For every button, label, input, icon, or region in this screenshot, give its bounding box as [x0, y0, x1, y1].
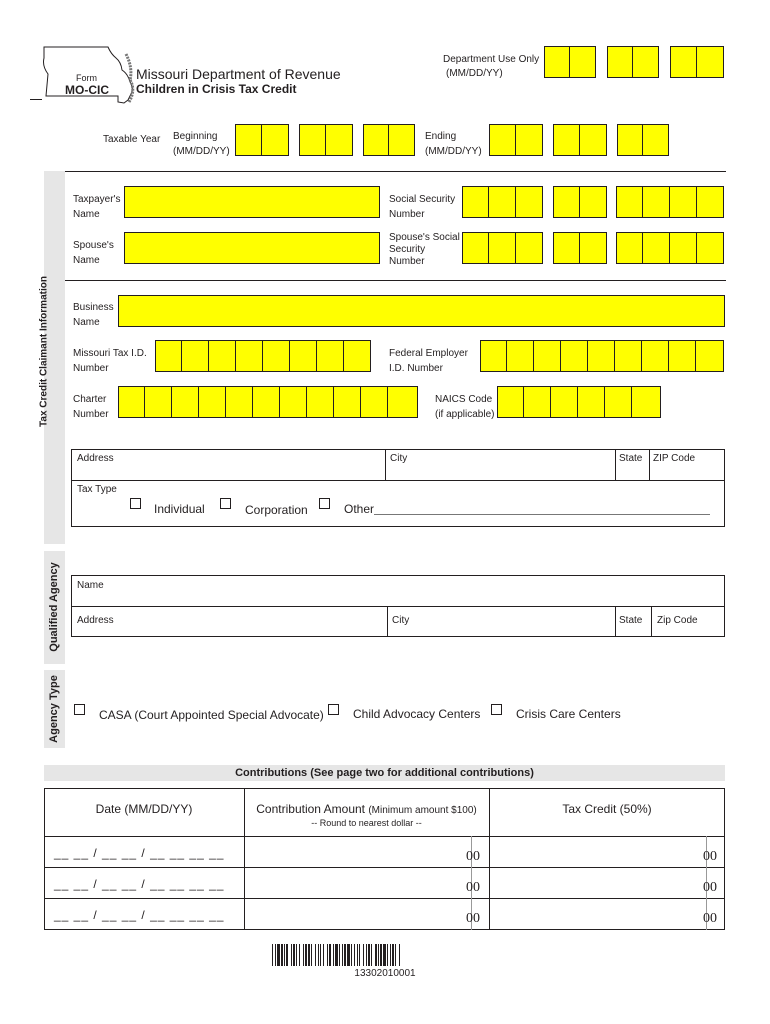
spouse-ssn-part1-input[interactable] — [462, 232, 543, 264]
fein-label: Federal Employer — [389, 348, 468, 359]
naics-label: NAICS Code — [435, 394, 493, 405]
credit-cents-1: 00 — [703, 849, 717, 864]
other-input-line[interactable] — [374, 514, 710, 515]
ssn-label: Social Security — [389, 194, 456, 205]
agency-type-section-label: Agency Type — [48, 675, 60, 743]
beginning-format: (MM/DD/YY) — [173, 146, 230, 157]
ending-month-input[interactable] — [489, 124, 543, 156]
form-title: Children in Crisis Tax Credit — [136, 82, 297, 96]
taxpayer-name-label-2: Name — [73, 209, 100, 220]
contribution-date-1[interactable]: __ __ / __ __ / __ __ __ __ — [54, 846, 225, 860]
child-advocacy-checkbox[interactable] — [328, 704, 339, 715]
dept-use-month[interactable] — [544, 46, 596, 78]
ssn-label-2: Number — [389, 209, 425, 220]
naics-label-2: (if applicable) — [435, 409, 495, 420]
tax-type-label: Tax Type — [77, 484, 117, 495]
naics-code-input[interactable] — [497, 386, 661, 418]
department-name: Missouri Department of Revenue — [136, 66, 341, 82]
spouse-name-label-2: Name — [73, 255, 100, 266]
col-credit-header: Tax Credit (50%) — [562, 802, 652, 816]
credit-cents-3: 00 — [703, 911, 717, 926]
business-name-label-2: Name — [73, 317, 100, 328]
barcode — [272, 944, 498, 966]
agency-zip-label: Zip Code — [657, 615, 698, 626]
dept-use-day[interactable] — [607, 46, 659, 78]
other-checkbox[interactable] — [319, 498, 330, 509]
fein-input[interactable] — [480, 340, 724, 372]
claimant-address-label: Address — [77, 453, 114, 464]
contribution-date-2[interactable]: __ __ / __ __ / __ __ __ __ — [54, 877, 225, 891]
charter-label: Charter — [73, 394, 107, 405]
casa-label: CASA (Court Appointed Special Advocate) — [99, 708, 324, 722]
charter-label-2: Number — [73, 409, 109, 420]
amount-cents-3: 00 — [466, 911, 480, 926]
taxpayer-name-label: Taxpayer's — [73, 194, 121, 205]
ssn-part3-input[interactable] — [616, 186, 724, 218]
individual-checkbox[interactable] — [130, 498, 141, 509]
dept-use-year[interactable] — [670, 46, 724, 78]
spouse-name-label: Spouse's — [73, 240, 114, 251]
fein-label-2: I.D. Number — [389, 363, 443, 374]
crisis-care-checkbox[interactable] — [491, 704, 502, 715]
beginning-year-input[interactable] — [363, 124, 415, 156]
spouse-ssn-label-2: Security — [389, 244, 426, 255]
taxpayer-name-input[interactable] — [124, 186, 380, 218]
col-amount-rounding: -- Round to nearest dollar -- — [311, 818, 422, 828]
agency-state-label: State — [619, 615, 643, 626]
agency-address-label: Address — [77, 615, 114, 626]
amount-cents-1: 00 — [466, 849, 480, 864]
ssn-part2-input[interactable] — [553, 186, 607, 218]
child-advocacy-label: Child Advocacy Centers — [353, 707, 481, 721]
beginning-month-input[interactable] — [235, 124, 289, 156]
claimant-city-label: City — [390, 453, 408, 464]
spouse-ssn-part3-input[interactable] — [616, 232, 724, 264]
corporation-checkbox[interactable] — [220, 498, 231, 509]
mo-tax-id-label: Missouri Tax I.D. — [73, 348, 147, 359]
mo-tax-id-label-2: Number — [73, 363, 109, 374]
agency-city-label: City — [392, 615, 410, 626]
individual-label: Individual — [154, 502, 205, 516]
casa-checkbox[interactable] — [74, 704, 85, 715]
spouse-name-input[interactable] — [124, 232, 380, 264]
barcode-number: 13302010001 — [354, 968, 416, 979]
corporation-label: Corporation — [245, 503, 308, 517]
credit-cents-2: 00 — [703, 880, 717, 895]
contribution-date-3[interactable]: __ __ / __ __ / __ __ __ __ — [54, 908, 225, 922]
ending-year-input[interactable] — [617, 124, 669, 156]
spouse-ssn-label-3: Number — [389, 256, 425, 267]
col-amount-minimum: (Minimum amount $100) — [368, 805, 477, 816]
ending-label: Ending — [425, 131, 457, 142]
beginning-day-input[interactable] — [299, 124, 353, 156]
beginning-label: Beginning — [173, 131, 218, 142]
dept-use-format: (MM/DD/YY) — [446, 68, 503, 79]
contributions-header: Contributions (See page two for additional contributions) — [235, 767, 534, 779]
ending-day-input[interactable] — [553, 124, 607, 156]
claimant-section-label: Tax Credit Claimant Information — [38, 276, 50, 427]
crisis-care-label: Crisis Care Centers — [516, 707, 621, 721]
form-label: Form — [76, 73, 97, 83]
col-amount-header: Contribution Amount — [256, 802, 365, 816]
business-name-label: Business — [73, 302, 114, 313]
business-name-input[interactable] — [118, 295, 725, 327]
spouse-ssn-part2-input[interactable] — [553, 232, 607, 264]
claimant-state-label: State — [619, 453, 643, 464]
agency-section-label: Qualified Agency — [48, 562, 60, 652]
charter-number-input[interactable] — [118, 386, 418, 418]
mo-tax-id-input[interactable] — [155, 340, 371, 372]
other-label: Other — [344, 502, 375, 516]
amount-cents-2: 00 — [466, 880, 480, 895]
agency-name-label: Name — [77, 580, 104, 591]
taxable-year-label: Taxable Year — [103, 134, 161, 145]
ending-format: (MM/DD/YY) — [425, 146, 482, 157]
spouse-ssn-label: Spouse's Social — [389, 232, 460, 243]
ssn-part1-input[interactable] — [462, 186, 543, 218]
claimant-zip-label: ZIP Code — [653, 453, 696, 464]
form-number: MO-CIC — [65, 83, 109, 97]
col-date-header: Date (MM/DD/YY) — [95, 802, 193, 816]
dept-use-label: Department Use Only — [443, 54, 540, 65]
